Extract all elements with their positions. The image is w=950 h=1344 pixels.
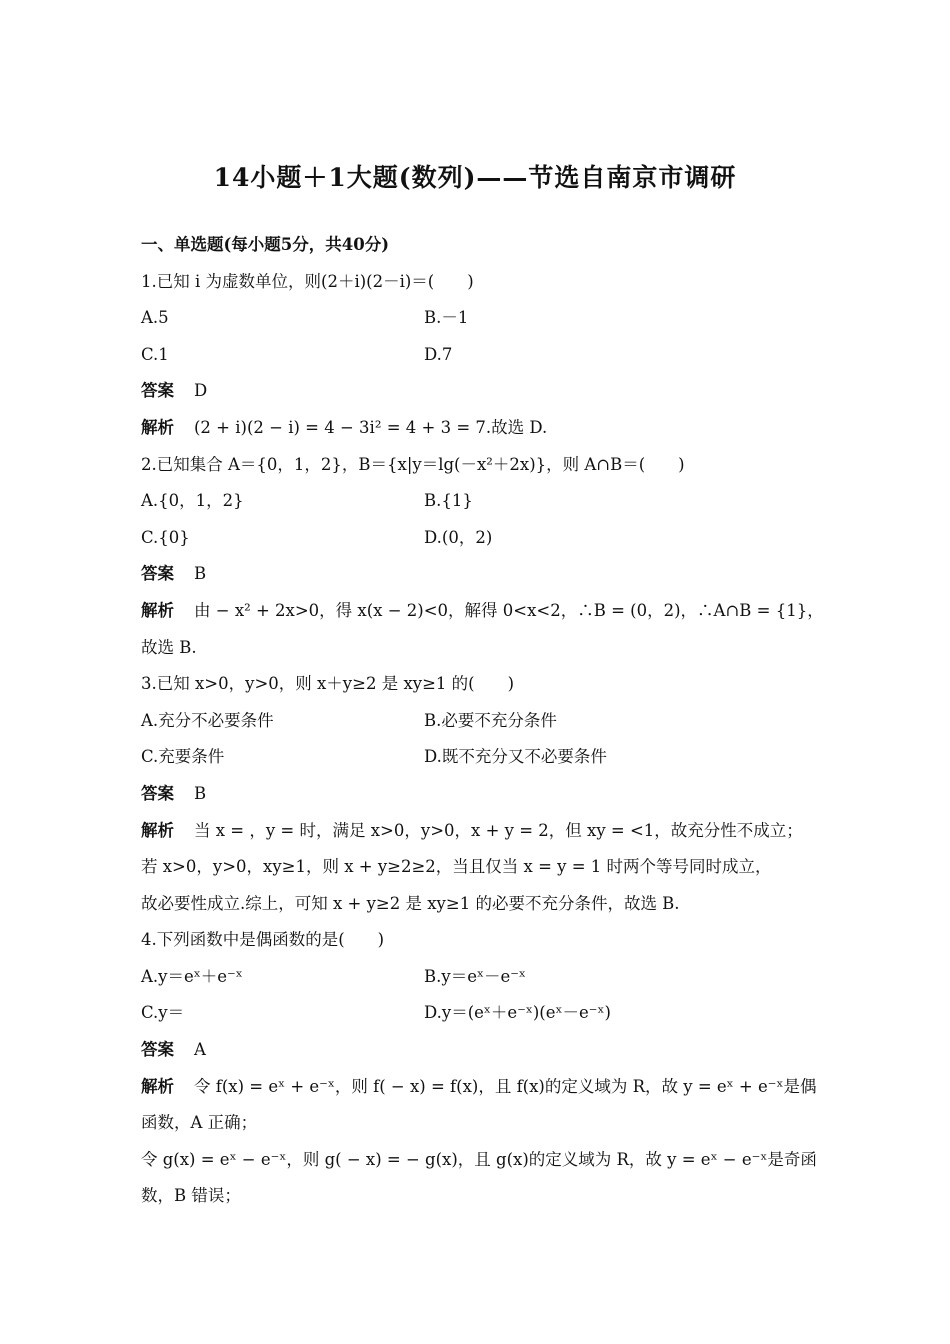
- analysis-label: 解析: [141, 417, 174, 437]
- question-1-options-ab: [141, 300, 811, 337]
- analysis-label: 解析: [141, 600, 174, 620]
- analysis-label: 解析: [141, 1076, 174, 1096]
- question-4-stem: 4.下列函数中是偶函数的是( ): [141, 930, 385, 950]
- option-c: C.y＝: [141, 1003, 185, 1023]
- option-b: B.必要不充分条件: [424, 710, 557, 730]
- question-1-analysis: [141, 410, 811, 447]
- analysis-text: 令 f(x) = eˣ + e⁻ˣ，则 f( − x) = f(x)，且 f(x)的定义域为 R，故 y = eˣ + e⁻ˣ是偶: [194, 1076, 817, 1096]
- page-title: 14小题＋1大题(数列)——节选自南京市调研: [213, 163, 737, 192]
- question-4-options-ab: [141, 959, 811, 996]
- question-3-options-ab: [141, 703, 811, 740]
- answer-label: 答案: [141, 1040, 174, 1060]
- analysis-text: 由 − x² + 2x>0，得 x(x − 2)<0，解得 0<x<2，∴B = (0，2)，∴A∩B = {1}，: [194, 600, 824, 620]
- question-4-answer: [141, 1032, 811, 1069]
- option-c: C.充要条件: [141, 747, 225, 767]
- question-4-analysis: [141, 1069, 817, 1106]
- analysis-text: (2 + i)(2 − i) = 4 − 3i² = 4 + 3 = 7.故选 D.: [194, 417, 548, 437]
- answer-label: 答案: [141, 564, 174, 584]
- answer-label: 答案: [141, 381, 174, 401]
- analysis-label: 解析: [141, 820, 174, 840]
- option-a: A.充分不必要条件: [141, 710, 274, 730]
- option-b: B.y＝eˣ－e⁻ˣ: [424, 966, 526, 986]
- option-b: B.{1}: [424, 491, 473, 511]
- question-3-options-cd: [141, 739, 811, 776]
- question-3-answer: [141, 776, 811, 813]
- answer-value: D: [194, 381, 208, 401]
- question-3-analysis: [141, 813, 811, 850]
- question-3-analysis-cont-2: 故必要性成立.综上，可知 x + y≥2 是 xy≥1 的必要不充分条件，故选 B.: [141, 893, 680, 913]
- option-a: A.y＝eˣ＋e⁻ˣ: [141, 966, 243, 986]
- question-1-answer: [141, 373, 811, 410]
- question-2-options-cd: [141, 520, 811, 557]
- question-2-analysis-cont: 故选 B.: [141, 637, 197, 657]
- option-b: B.－1: [424, 308, 469, 328]
- answer-label: 答案: [141, 783, 174, 803]
- answer-value: A: [194, 1040, 206, 1060]
- question-2-options-ab: [141, 483, 811, 520]
- option-c: C.{0}: [141, 527, 190, 547]
- question-1-stem: 1.已知 i 为虚数单位，则(2＋i)(2－i)＝( ): [141, 271, 474, 291]
- option-d: D.7: [424, 344, 453, 364]
- question-4-analysis-cont-3: 数，B 错误；: [141, 1186, 241, 1206]
- question-3-stem: 3.已知 x>0，y>0，则 x＋y≥2 是 xy≥1 的( ): [141, 674, 515, 694]
- question-4-analysis-cont-2: 令 g(x) = eˣ − e⁻ˣ，则 g( − x) = − g(x)，且 g(x)的定义域为 R，故 y = eˣ − e⁻ˣ是奇函: [141, 1149, 817, 1169]
- question-4-analysis-cont-1: 函数，A 正确；: [141, 1113, 258, 1133]
- option-c: C.1: [141, 344, 169, 364]
- option-a: A.5: [141, 308, 169, 328]
- answer-value: B: [194, 564, 207, 584]
- answer-value: B: [194, 783, 207, 803]
- content-body: [141, 227, 824, 1215]
- question-2-stem: 2.已知集合 A＝{0，1，2}，B＝{x|y＝lg(－x²＋2x)}，则 A∩B＝( ): [141, 454, 685, 474]
- question-4-options-cd: [141, 995, 811, 1032]
- analysis-text: 当 x = ，y = 时，满足 x>0，y>0，x + y = 2，但 xy = <1，故充分性不成立；: [194, 820, 803, 840]
- option-d: D.(0，2): [424, 527, 493, 547]
- question-2-analysis: [141, 593, 824, 630]
- section-heading: 一、单选题(每小题5分，共40分): [141, 235, 390, 254]
- question-2-answer: [141, 556, 811, 593]
- question-1-options-cd: [141, 337, 811, 374]
- option-d: D.既不充分又不必要条件: [424, 747, 607, 767]
- option-a: A.{0，1，2}: [141, 491, 244, 511]
- option-d: D.y＝(eˣ＋e⁻ˣ)(eˣ－e⁻ˣ): [424, 1003, 611, 1023]
- question-3-analysis-cont-1: 若 x>0，y>0，xy≥1，则 x + y≥2≥2，当且仅当 x = y = 1 时两个等号同时成立，: [141, 857, 772, 877]
